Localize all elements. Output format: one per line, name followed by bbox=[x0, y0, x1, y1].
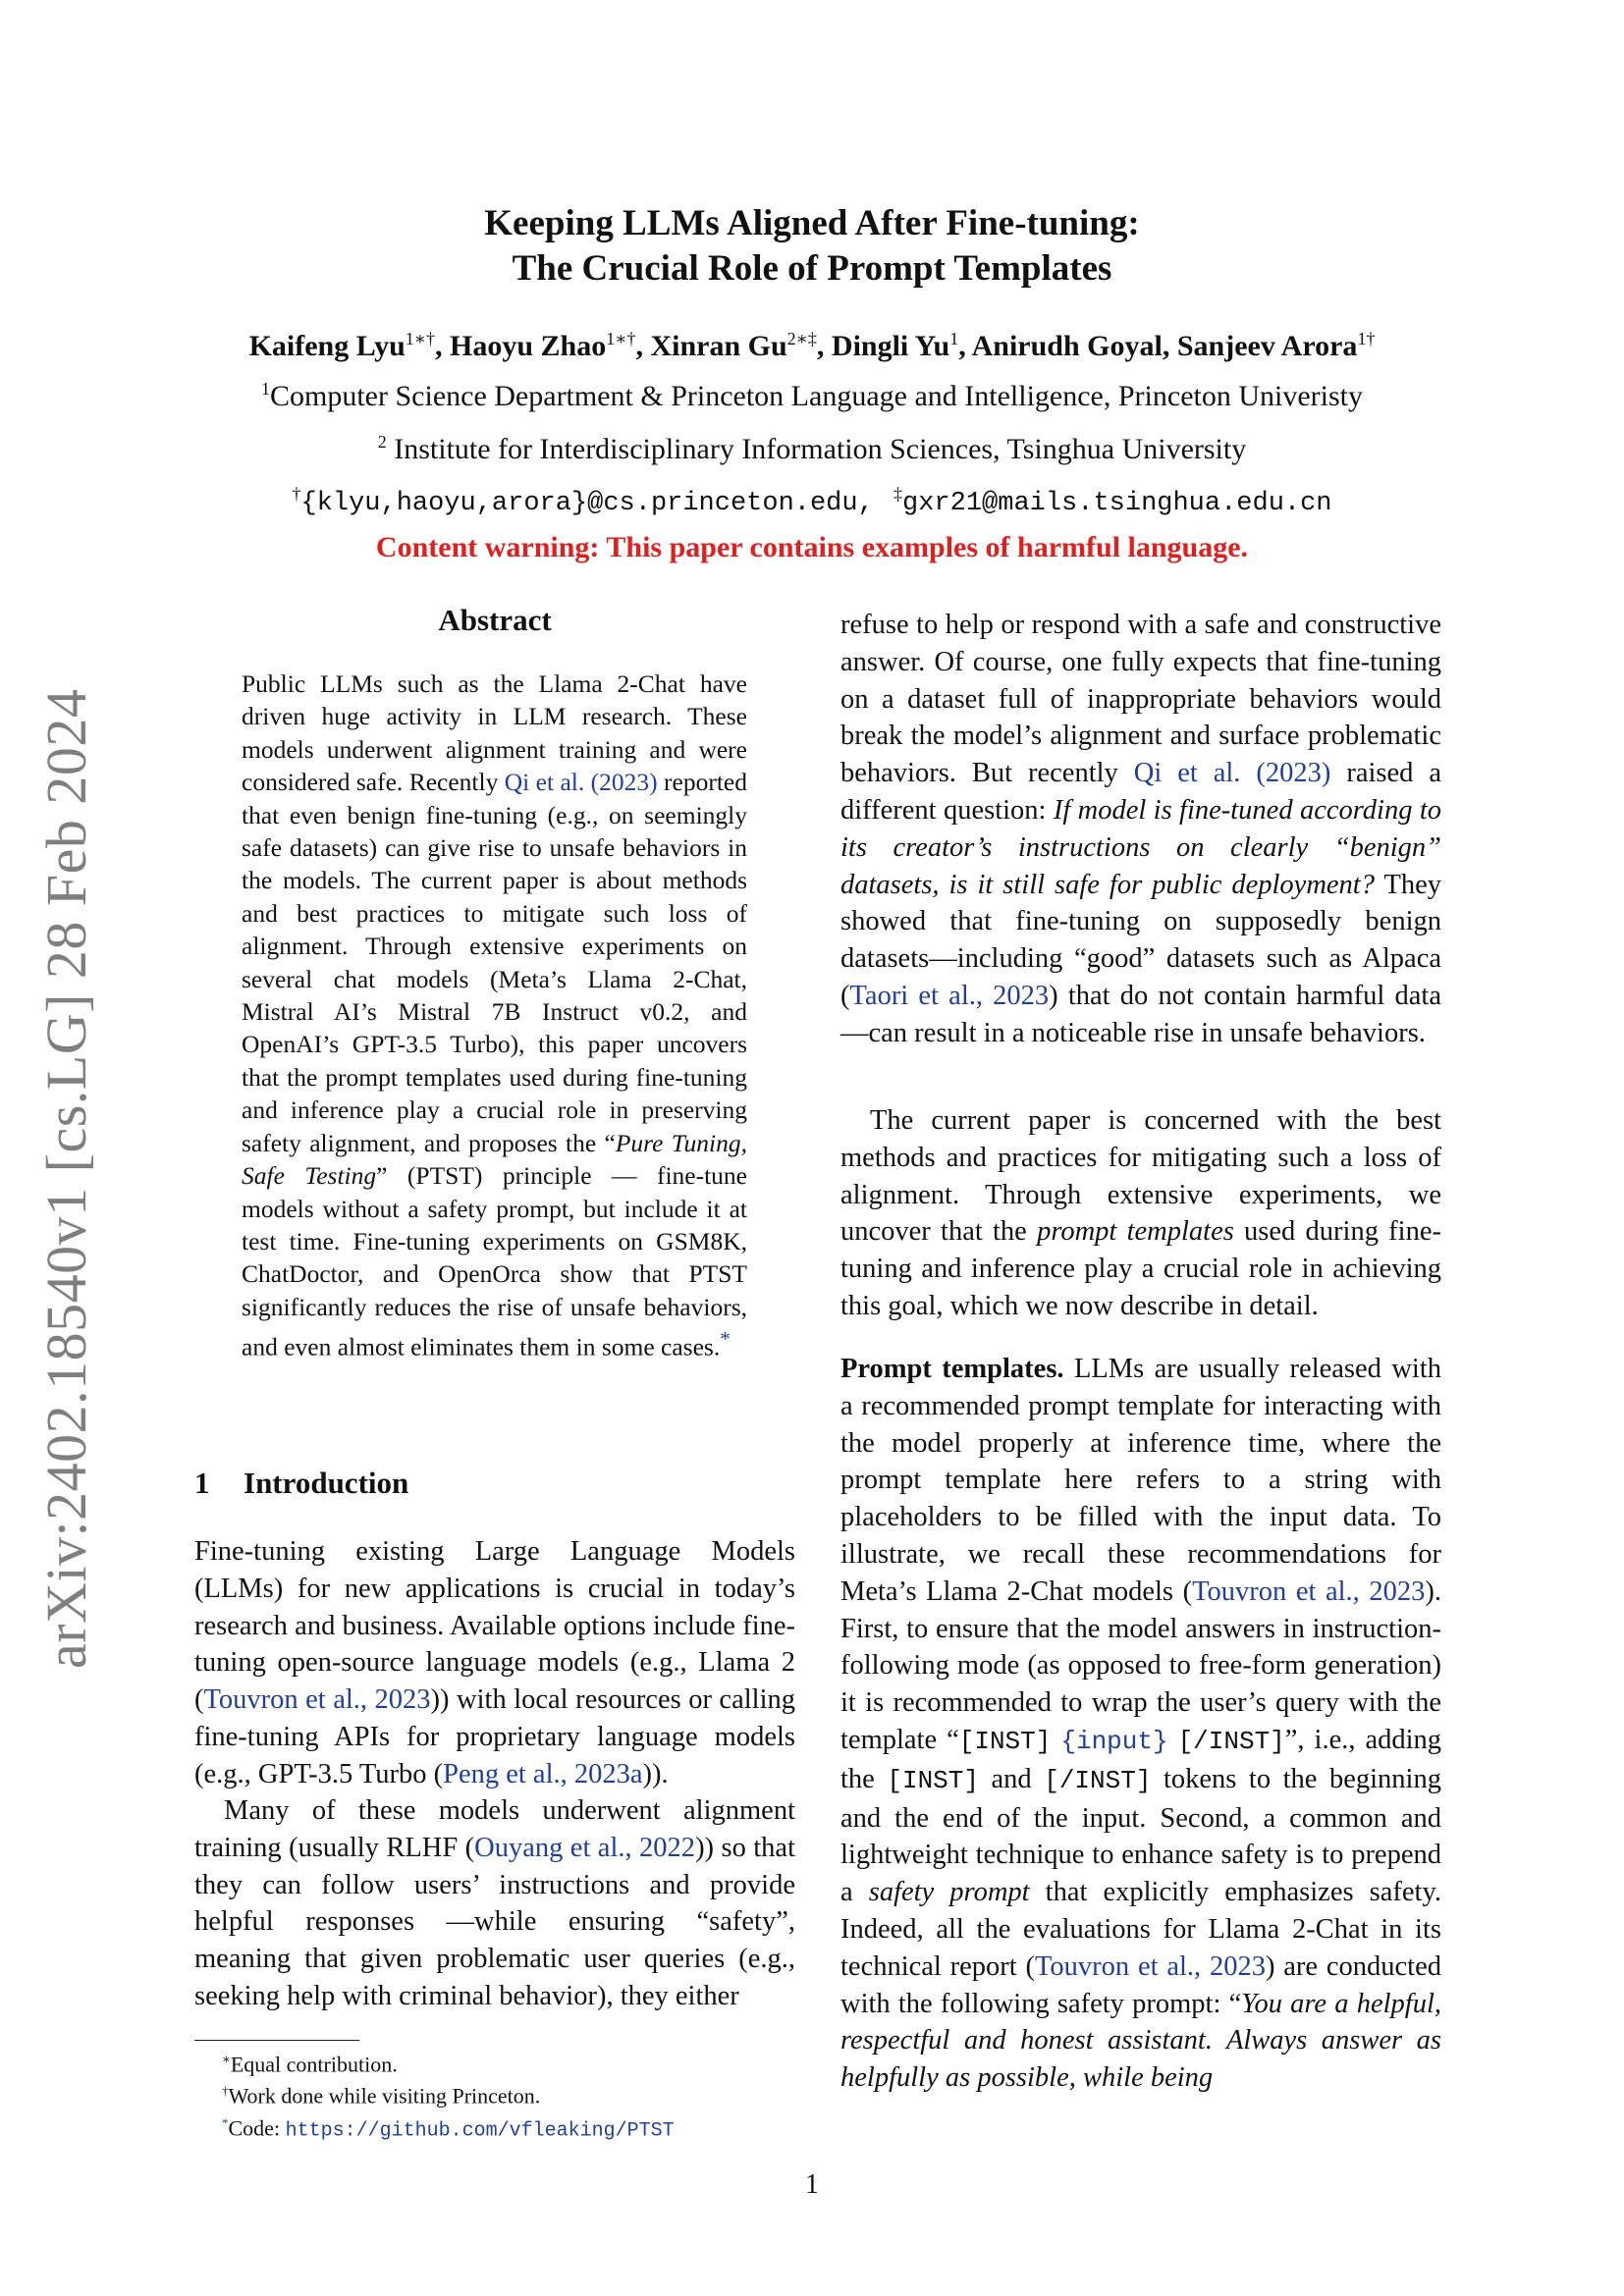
section-number: 1 bbox=[194, 1466, 210, 1500]
affiliation-text: Institute for Interdisciplinary Information Sciences, Tsinghua University bbox=[394, 433, 1247, 465]
code-token: [INST] bbox=[958, 1726, 1052, 1756]
section-title: Introduction bbox=[244, 1466, 409, 1500]
footnote-divider bbox=[194, 2040, 359, 2041]
citation-link[interactable]: Qi et al. (2023) bbox=[504, 768, 658, 797]
intro-paragraph-2 bbox=[194, 1792, 795, 2015]
footnote bbox=[222, 2046, 811, 2077]
right-paragraph-1 bbox=[840, 607, 1441, 1052]
paragraph-text: )) so that they can follow users’ instructions and provide helpful responses —while ensuring “safety”, meaning that given problematic user queries (e.g., seeking help with criminal behavior), they either bbox=[194, 1832, 795, 2011]
footnote-text: Equal contribution. bbox=[230, 2052, 398, 2077]
code-token: [/INST] bbox=[1044, 1765, 1152, 1795]
section-heading bbox=[194, 1466, 408, 1501]
paragraph-text: tokens to the beginning and the end of the input. Second, a common and lightweight technique to enhance safety is to prepend a bbox=[840, 1763, 1441, 1908]
paragraph-text: )). bbox=[642, 1758, 669, 1789]
footnote-link[interactable]: * bbox=[720, 1327, 731, 1352]
affiliation-2 bbox=[147, 419, 1477, 472]
paragraph-text: that explicitly emphasizes safety. Indeed, all the evaluations for Llama 2-Chat in its technical report ( bbox=[840, 1877, 1441, 1982]
paragraph-text: Fine-tuning existing Large Language Models (LLMs) for new applications is crucial in today’s research and business. Available options include fine-tuning open-source language models (e.g., Llama 2 ( bbox=[194, 1536, 795, 1716]
page-number: 1 bbox=[805, 2169, 819, 2200]
email-mark: ‡ bbox=[893, 484, 903, 504]
paper-header bbox=[147, 201, 1477, 570]
paragraph-heading: Prompt templates. bbox=[840, 1354, 1064, 1384]
author-marks: 2∗‡ bbox=[786, 329, 817, 348]
paragraph-text: They showed that fine-tuning on supposedly benign datasets—including “good” datasets such as Alpaca ( bbox=[840, 869, 1441, 1011]
footnote bbox=[222, 2109, 811, 2144]
footnote-text: Work done while visiting Princeton. bbox=[228, 2083, 541, 2109]
affiliation-text: Computer Science Department & Princeton Language and Intelligence, Princeton Univeristy bbox=[270, 380, 1363, 412]
paragraph-text: ) are conducted with the following safety prompt: “ bbox=[840, 1950, 1441, 2019]
abstract-text bbox=[242, 667, 747, 1363]
footnote-text: Code: bbox=[228, 2114, 286, 2140]
email-mark: † bbox=[292, 484, 301, 504]
code-token: [/INST] bbox=[1177, 1726, 1285, 1756]
footnote-mark: ∗ bbox=[222, 2052, 231, 2066]
code-token: [INST] bbox=[887, 1765, 979, 1795]
author-marks: 1 bbox=[949, 329, 959, 348]
author-name: Haoyu Zhao bbox=[450, 330, 607, 362]
email-address: gxr21@mails.tsinghua.edu.cn bbox=[902, 489, 1332, 518]
abstract-text-part: Public LLMs such as the Llama 2-Chat have driven huge activity in LLM research. These models underwent alignment training and were considered safe. Recently bbox=[242, 669, 747, 797]
code-placeholder: {input} bbox=[1060, 1726, 1168, 1756]
safety-prompt-quote: You are a helpful, respectful and honest assistant. Always answer as helpfully as possible, while being bbox=[840, 1988, 1441, 2094]
author-marks: 1∗† bbox=[405, 329, 435, 348]
content-warning: Content warning: This paper contains examples of harmful language. bbox=[375, 531, 1249, 563]
abstract-text-part: ” (PTST) principle — fine-tune models without a safety prompt, but include it at test time. Fine-tuning experiments on GSM8K, ChatDoctor, and OpenOrca show that PTST significantly reduces the rise of unsafe behaviors, and even almost eliminates them in some cases. bbox=[242, 1161, 747, 1362]
author-list: Kaifeng Lyu$^{1∗\dagger}$, Haoyu Zhao$^{1∗\dagger}$, Xinran $Gu^{2∗\ddagger}$, Dingli Yu$^1$, Anirudh Goyal, Sanjeev Arora$^{1\dagger}$ bbox=[248, 329, 1376, 362]
abstract-heading: Abstract bbox=[438, 603, 552, 637]
code-url-link[interactable]: https://github.com/vfleaking/PTST bbox=[285, 2118, 675, 2142]
footnote-mark: * bbox=[222, 2114, 229, 2130]
paragraph-text: Many of these models underwent alignment training (usually RLHF ( bbox=[194, 1795, 795, 1863]
paragraph-text: ”, i.e., adding the bbox=[840, 1724, 1442, 1794]
arxiv-identifier: arXiv:2402.18540v1 [cs.LG] 28 Feb 2024 bbox=[34, 688, 98, 1669]
affiliation-mark: 1 bbox=[261, 379, 270, 399]
paper-title-line-1: Keeping LLMs Aligned After Fine-tuning: bbox=[484, 203, 1140, 243]
paragraph-text: )) with local resources or calling fine-tuning APIs for proprietary language models (e.g., GPT-3.5 Turbo ( bbox=[194, 1684, 795, 1789]
author-marks: 1∗† bbox=[606, 329, 636, 348]
author-name: Kaifeng Lyu bbox=[248, 330, 406, 362]
citation-link[interactable]: Taori et al., 2023 bbox=[849, 980, 1050, 1011]
author-name: Anirudh Goyal bbox=[971, 330, 1163, 362]
author-name: Sanjeev Arora bbox=[1176, 330, 1358, 362]
citation-link[interactable]: Touvron et al., 2023 bbox=[1035, 1950, 1266, 1982]
affiliation-mark: 2 bbox=[377, 432, 387, 452]
abstract-section bbox=[194, 599, 795, 1363]
author-name: Dingli Yu bbox=[831, 330, 950, 362]
paragraph-text: and bbox=[978, 1763, 1045, 1794]
footnote-mark: † bbox=[222, 2083, 229, 2099]
author-marks: 1† bbox=[1357, 329, 1376, 348]
paragraph-text: used during fine-tuning and inference play a crucial role in achieving this goal, which we now describe in detail. bbox=[840, 1216, 1441, 1321]
paragraph-text: LLMs are usually released with a recommended prompt template for interacting with the model properly at inference time, where the prompt template here refers to a string with placeholders to be filled with the input data. To illustrate, we recall these recommendations for Meta’s Llama 2-Chat models ( bbox=[840, 1354, 1441, 1607]
paragraph-text: raised a different question: bbox=[840, 758, 1441, 826]
citation-link[interactable]: Qi et al. (2023) bbox=[1133, 758, 1331, 789]
citation-link[interactable]: Touvron et al., 2023 bbox=[1192, 1575, 1426, 1607]
emphasized-term: safety prompt bbox=[868, 1877, 1030, 1908]
emphasized-term: prompt templates bbox=[1037, 1216, 1234, 1248]
citation-link[interactable]: Ouyang et al., 2022 bbox=[474, 1832, 696, 1863]
paragraph-text: The current paper is concerned with the best methods and practices for mitigating such a loss of alignment. Through extensive experiments, we uncover that the bbox=[840, 1105, 1441, 1248]
paragraph-text: refuse to help or respond with a safe and constructive answer. Of course, one fully expects that fine-tuning on a dataset full of inappropriate behaviors would break the model’s alignment and surface problematic behaviors. But recently bbox=[840, 610, 1441, 789]
abstract-emphasis: Pure Tuning, Safe Testing bbox=[242, 1128, 747, 1191]
citation-link[interactable]: Touvron et al., 2023 bbox=[203, 1684, 431, 1716]
right-paragraph-2 bbox=[840, 1102, 1441, 1325]
emphasized-question: If model is fine-tuned according to its creator’s instructions on clearly “benign” datasets, is it still safe for public deployment? bbox=[840, 794, 1441, 900]
intro-paragraph-1 bbox=[194, 1533, 795, 1793]
prompt-templates-paragraph bbox=[840, 1351, 1441, 2097]
paragraph-text: ). First, to ensure that the model answers in instruction-following mode (as opposed to free-form generation) it is recommended to wrap the user’s query with the template “ bbox=[840, 1575, 1442, 1755]
paper-title-line-2: The Crucial Role of Prompt Templates bbox=[512, 248, 1112, 289]
affiliation-1 bbox=[147, 366, 1477, 419]
email-address: {klyu,haoyu,arora}@cs.princeton.edu, bbox=[300, 489, 874, 518]
footnotes bbox=[222, 2046, 811, 2144]
footnote bbox=[222, 2077, 811, 2109]
author-name: Xinran Gu bbox=[650, 330, 787, 362]
citation-link[interactable]: Peng et al., 2023a bbox=[443, 1758, 643, 1789]
author-emails bbox=[147, 472, 1477, 525]
abstract-text-part: reported that even benign fine-tuning (e.g., on seemingly safe datasets) can give rise to unsafe behaviors in the models. The current paper is about methods and best practices to mitigate such loss of alignment. Through extensive experiments on several chat models (Meta’s Llama 2-Chat, Mistral AI’s Mistral 7B Instruct v0.2, and OpenAI’s GPT-3.5 Turbo), this paper uncovers that the prompt templates used during fine-tuning and inference play a crucial role in preserving safety alignment, and proposes the “ bbox=[242, 768, 747, 1157]
paragraph-text: ) that do not contain harmful data—can result in a noticeable rise in unsafe behaviors. bbox=[840, 980, 1441, 1048]
